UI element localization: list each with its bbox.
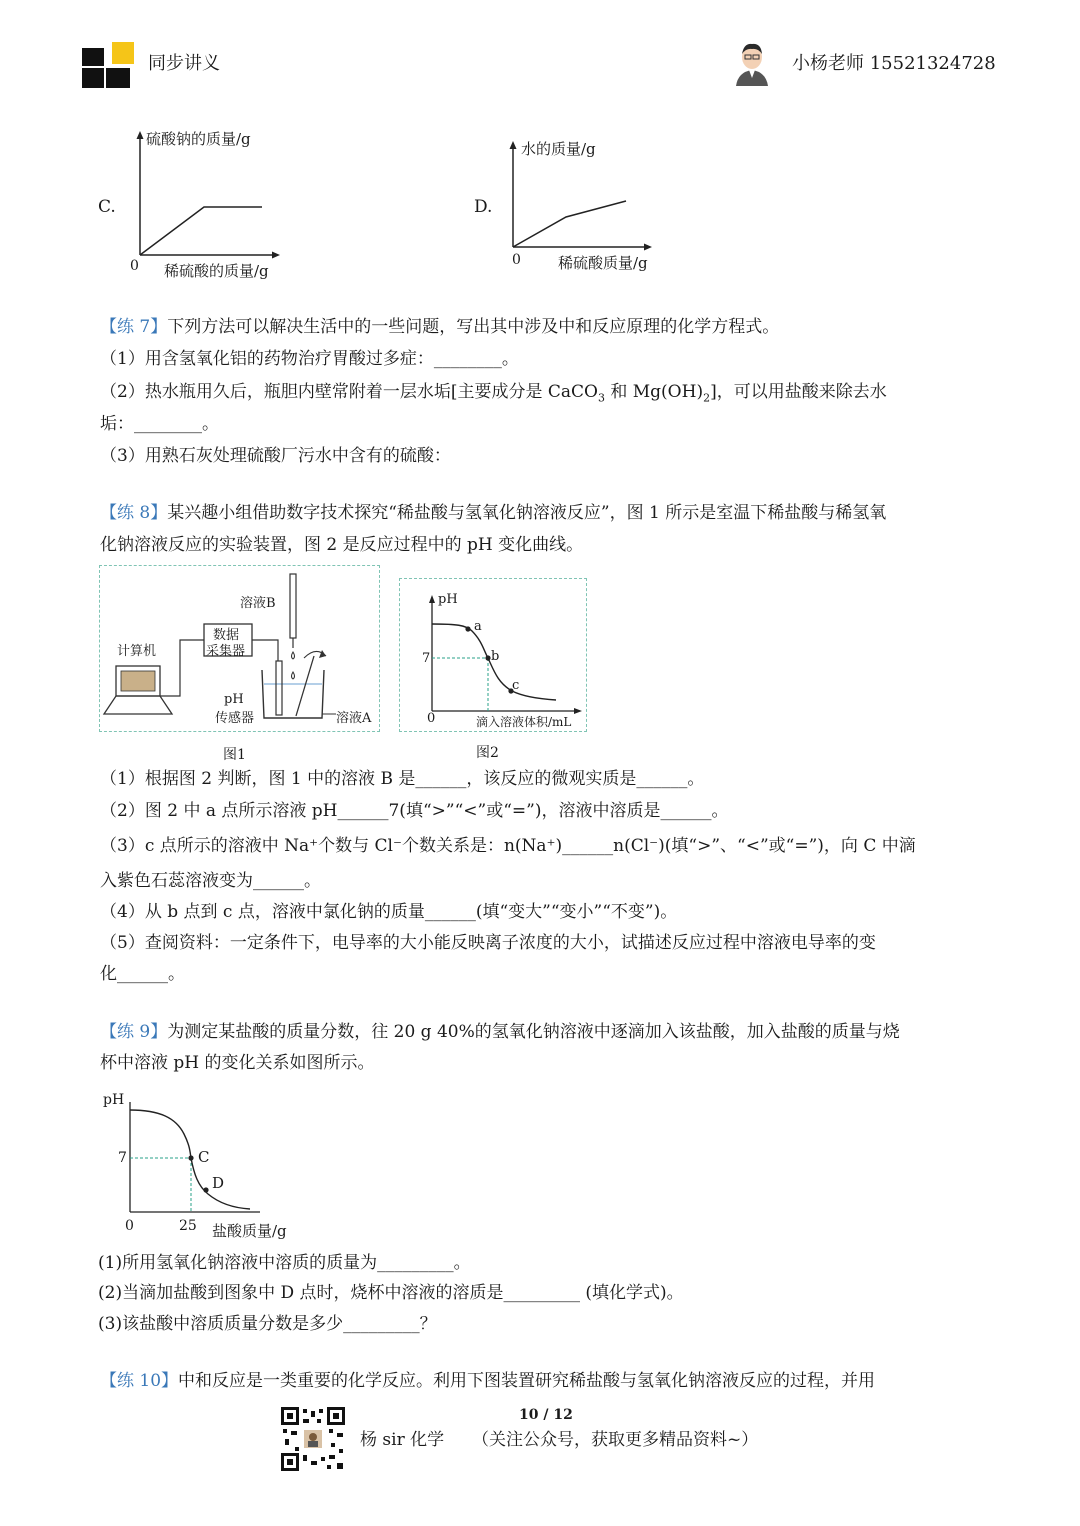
solution-a-label: 溶液A [336, 711, 372, 726]
exercise-tag: 【练 9】 [100, 1022, 168, 1042]
exercise-9-stem: 【练 9】为测定某盐酸的质量分数，往 20 g 40%的氢氧化钠溶液中逐滴加入该盐酸，加入盐酸的质量与烧 [100, 1022, 900, 1042]
exercise-7-stem: 【练 7】下列方法可以解决生活中的一些问题，写出其中涉及中和反应原理的化学方程式。 [100, 317, 780, 337]
exercise-8-stem: 【练 8】某兴趣小组借助数字技术探究“稀盐酸与氢氧化钠溶液反应”，图 1 所示是室温下稀盐酸与稀氢氧 [100, 503, 887, 523]
ex9-graph-xlabel: 盐酸质量/g [212, 1222, 287, 1240]
figure-2-xlabel: 滴入溶液体积/mL [476, 715, 572, 729]
figure-2-seven: 7 [422, 651, 431, 666]
exercise-8-q2: （2）图 2 中 a 点所示溶液 pH______7(填“>”“<”或“=”)，溶液中溶质是______。 [100, 801, 729, 821]
ex9-graph-seven: 7 [118, 1150, 127, 1166]
ex9-graph-x25: 25 [179, 1218, 197, 1234]
exercise-9-q3: (3)该盐酸中溶质质量分数是多少_________？ [98, 1314, 437, 1334]
figure-2-ph-curve [399, 578, 587, 732]
exercise-7-q2: （2）热水瓶用久后，瓶胆内壁常附着一层水垢[主要成分是 CaCO$_3$ 和 $Mg(OH)_2$]，可以用盐酸来除去水 [100, 382, 887, 405]
exercise-8-stem-cont: 化钠溶液反应的实验装置，图 2 是反应过程中的 pH 变化曲线。 [100, 535, 584, 555]
exercise-8-q4: （4）从 b 点到 c 点，溶液中氯化钠的质量______(填“变大”“变小”“不变”)。 [100, 902, 678, 922]
figure-1-caption: 图1 [223, 747, 246, 763]
computer-label: 计算机 [117, 644, 157, 659]
figure-2-origin: 0 [427, 711, 436, 726]
option-d: D. [474, 197, 493, 217]
exercise-8-q3-cont: 入紫色石蕊溶液变为______。 [100, 871, 321, 891]
exercise-9-stem-cont: 杯中溶液 pH 的变化关系如图所示。 [100, 1053, 375, 1073]
exercise-7-q2-cont: 垢：________。 [100, 414, 219, 434]
header-right-title: 小杨老师 15521324728 [792, 53, 996, 74]
ex9-graph-point-d: D [212, 1174, 225, 1192]
ex9-graph-origin: 0 [125, 1218, 134, 1234]
header-left-title: 同步讲义 [148, 53, 220, 74]
graph-c-origin: 0 [130, 258, 139, 274]
exercise-7-q3: （3）用熟石灰处理硫酸厂污水中含有的硫酸： [100, 446, 451, 466]
ph-sensor-label-2: 传感器 [215, 711, 255, 726]
figure-1-apparatus [99, 565, 380, 732]
exercise-8-q3: （3）c 点所示的溶液中 Na⁺个数与 Cl⁻个数关系是：n(Na⁺)______n(Cl⁻)(填“>”、“<”或“=”)，向 C 中滴 [100, 836, 916, 856]
exercise-9-q2: (2)当滴加盐酸到图象中 D 点时，烧杯中溶液的溶质是_________ (填化学式)。 [98, 1283, 684, 1303]
data-collector-label-1: 数据 [213, 628, 240, 643]
graph-d-ylabel: 水的质量/g [521, 140, 596, 158]
graph-c-xlabel: 稀硫酸的质量/g [164, 262, 269, 280]
brand-logo [82, 42, 134, 88]
figure-2-point-a: a [474, 619, 482, 634]
exercise-9-graph [100, 1090, 300, 1240]
exercise-9-q1: (1)所用氢氧化钠溶液中溶质的质量为_________。 [98, 1253, 471, 1273]
exercise-tag: 【练 7】 [100, 317, 168, 337]
exercise-7-q1: （1）用含氢氧化铝的药物治疗胃酸过多症：________。 [100, 349, 519, 369]
graph-d-origin: 0 [512, 252, 521, 268]
figure-2-point-c: c [512, 678, 520, 693]
figure-2-ylabel: pH [438, 592, 458, 607]
footer-note: （关注公众号，获取更多精品资料~） [472, 1430, 759, 1450]
footer-brand: 杨 sir 化学 [360, 1430, 445, 1450]
solution-b-label: 溶液B [240, 596, 276, 611]
graph-c-ylabel: 硫酸钠的质量/g [146, 130, 251, 148]
data-collector-label-2: 采集器 [206, 644, 246, 659]
option-c: C. [98, 197, 116, 217]
page-number: 10 / 12 [519, 1407, 573, 1423]
exercise-8-q5: （5）查阅资料：一定条件下，电导率的大小能反映离子浓度的大小，试描述反应过程中溶液电导率的变 [100, 933, 876, 953]
exercise-tag: 【练 10】 [100, 1371, 179, 1391]
figure-2-caption: 图2 [476, 745, 499, 761]
teacher-avatar [734, 40, 770, 86]
figure-2-point-b: b [491, 649, 500, 664]
exercise-8-q5-cont: 化______。 [100, 964, 185, 984]
ph-sensor-label-1: pH [224, 692, 244, 707]
exercise-tag: 【练 8】 [100, 503, 168, 523]
exercise-10-stem: 【练 10】中和反应是一类重要的化学反应。利用下图装置研究稀盐酸与氢氧化钠溶液反应的过程，并用 [100, 1371, 876, 1391]
exercise-8-q1: （1）根据图 2 判断，图 1 中的溶液 B 是______，该反应的微观实质是______。 [100, 769, 705, 789]
ex9-graph-point-c: C [198, 1148, 210, 1166]
graph-d-xlabel: 稀硫酸质量/g [558, 254, 648, 272]
qr-code[interactable] [281, 1407, 345, 1471]
ex9-graph-ylabel: pH [103, 1092, 125, 1108]
